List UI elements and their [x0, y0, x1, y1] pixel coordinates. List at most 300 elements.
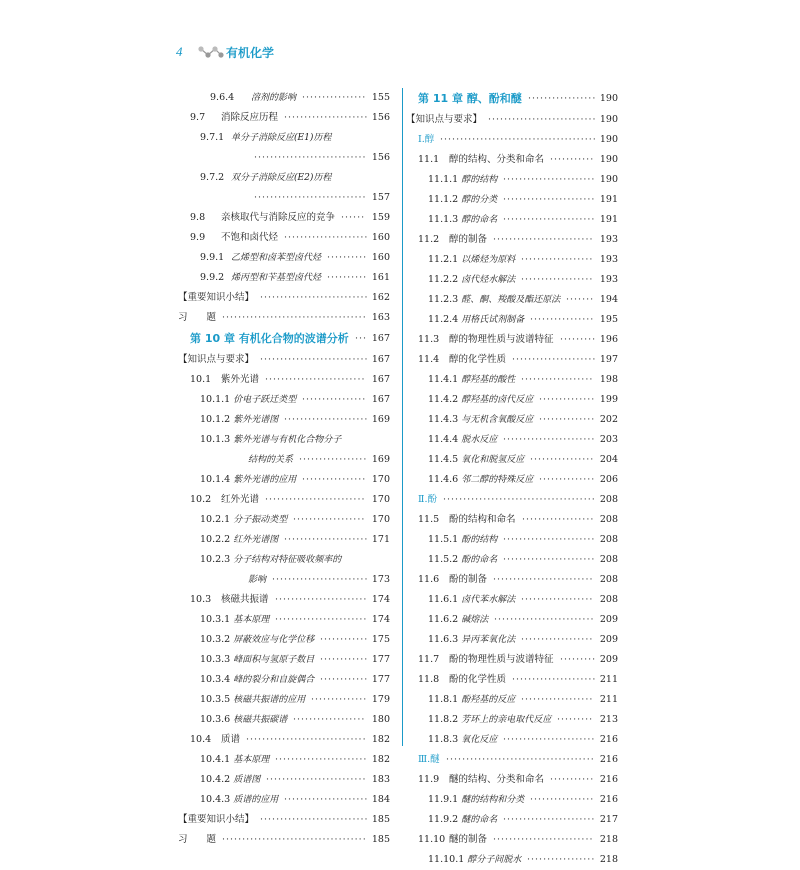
- toc-entry-label: [428, 450, 524, 470]
- toc-entry-row: [418, 710, 618, 730]
- toc-entry-label: [190, 370, 259, 390]
- section-title: 醇羟基的酸性: [461, 375, 516, 385]
- leader-dots: ·······································: [440, 134, 597, 145]
- toc-entry-label: [190, 228, 278, 248]
- leader-dots: ·················: [299, 454, 368, 465]
- section-title: 核磁共振谱的应用: [233, 695, 306, 705]
- toc-entry-label: [418, 150, 544, 170]
- section-title: 红外光谱图: [233, 535, 279, 545]
- toc-entry-label: [200, 710, 287, 730]
- section-title: 醇的分类: [461, 195, 498, 205]
- toc-entry-row: [190, 750, 390, 770]
- toc-entry-row: [190, 208, 390, 228]
- section-title: 单分子消除反应(E1)历程: [231, 133, 332, 143]
- section-number: 11.9.1: [428, 794, 459, 805]
- page-ref: 185: [371, 814, 390, 825]
- toc-entry-row: [190, 168, 390, 188]
- leader-dots: ·························: [265, 374, 366, 385]
- page-ref: 218: [599, 854, 618, 865]
- toc-entry-row: [190, 570, 390, 590]
- section-number: 11.2.1: [428, 254, 459, 265]
- toc-entry-label: [178, 308, 216, 328]
- section-number: 10.2.3: [200, 554, 231, 565]
- toc-entry-row: [178, 810, 390, 830]
- leader-dots: ·······················: [503, 534, 596, 545]
- section-number: 11.4.3: [428, 414, 459, 425]
- toc-entry-label: [428, 530, 497, 550]
- page-ref: 174: [371, 594, 390, 605]
- section-title: 溶剂的影响: [251, 93, 297, 103]
- page-ref: 190: [599, 154, 618, 165]
- toc-entry-label: [428, 290, 560, 310]
- toc-entry-row: [418, 210, 618, 230]
- toc-right-column: [406, 88, 618, 870]
- toc-entry-label: [418, 88, 522, 110]
- leader-dots: ··················: [522, 514, 595, 525]
- section-title: 消除反应历程: [221, 112, 279, 123]
- leader-dots: ·······················: [503, 814, 596, 825]
- toc-entry-label: [200, 268, 321, 288]
- section-title: 分子结构对特征吸收频率的: [233, 555, 342, 565]
- toc-entry-row: [418, 370, 618, 390]
- page-ref: 169: [371, 454, 390, 465]
- toc-entry-label: [418, 330, 554, 350]
- leader-dots: ·························: [493, 234, 594, 245]
- toc-entry-label: [200, 248, 321, 268]
- page-ref: 195: [599, 314, 618, 325]
- toc-entry-label: [428, 410, 533, 430]
- toc-entry-row: [418, 810, 618, 830]
- page-ref: 182: [371, 734, 390, 745]
- page-ref: 167: [371, 333, 390, 344]
- leader-dots: ················: [302, 474, 367, 485]
- leader-dots: ·····················: [284, 794, 369, 805]
- leader-dots: ·····················: [284, 232, 369, 243]
- toc-entry-row: [418, 630, 618, 650]
- toc-entry-label: [200, 610, 269, 630]
- leader-dots: ··················: [521, 374, 594, 385]
- page-ref: 208: [599, 574, 618, 585]
- leader-dots: ·················: [528, 93, 597, 104]
- page-ref: 193: [599, 274, 618, 285]
- page-ref: 208: [599, 514, 618, 525]
- page-ref: 167: [371, 354, 390, 365]
- toc-entry-row: [190, 550, 390, 570]
- leader-dots: ·······················: [503, 194, 596, 205]
- section-title: 异丙苯氧化法: [461, 635, 516, 645]
- page-ref: 203: [599, 434, 618, 445]
- section-title: 醚的制备: [449, 834, 488, 845]
- section-number: 10.2.1: [200, 514, 231, 525]
- section-title: 紫外光谱: [221, 374, 260, 385]
- section-title: 习 题: [178, 312, 217, 323]
- section-title: 用格氏试剂制备: [461, 315, 525, 325]
- section-title: Ⅲ.醚: [418, 754, 440, 765]
- section-title: 峰面积与氢原子数目: [233, 655, 315, 665]
- section-title: 酚的命名: [461, 555, 498, 565]
- section-number: 10.3: [190, 594, 212, 605]
- toc-entry-row: [418, 270, 618, 290]
- leader-dots: ················: [530, 794, 595, 805]
- toc-entry-label: [200, 470, 296, 490]
- section-title: 碱熔法: [461, 615, 489, 625]
- toc-entry-label: [418, 570, 487, 590]
- toc-entry-row: [418, 250, 618, 270]
- page-ref: 180: [371, 714, 390, 725]
- toc-entry-row: [190, 710, 390, 730]
- toc-entry-label: [190, 590, 269, 610]
- section-title: 峰的裂分和自旋偶合: [233, 675, 315, 685]
- leader-dots: ·········: [557, 714, 594, 725]
- toc-entry-label: [200, 690, 305, 710]
- page-ref: 193: [599, 234, 618, 245]
- toc-entry-row: [190, 248, 390, 268]
- page-ref: 177: [371, 674, 390, 685]
- leader-dots: ··············: [539, 474, 596, 485]
- toc-entry-label: [428, 630, 515, 650]
- section-title: 醇的命名: [461, 215, 498, 225]
- section-title: 【知识点与要求】: [178, 354, 255, 365]
- section-number: 11.1.3: [428, 214, 459, 225]
- section-title: 屏蔽效应与化学位移: [233, 635, 315, 645]
- section-title: 分子振动类型: [233, 515, 288, 525]
- leader-dots: ···························: [260, 354, 369, 365]
- section-number: 11.10: [418, 834, 446, 845]
- section-title: 醇羟基的卤代反应: [461, 395, 534, 405]
- leader-dots: ·······················: [503, 554, 596, 565]
- section-title: 烯丙型和苄基型卤代烃: [231, 273, 322, 283]
- section-title: 酚的结构和命名: [449, 514, 516, 525]
- section-number: 9.6.4: [210, 92, 235, 103]
- section-number: 11.6.1: [428, 594, 459, 605]
- page-ref: 209: [599, 634, 618, 645]
- toc-entry-label: [406, 110, 482, 130]
- toc-entry-label: [428, 710, 551, 730]
- leader-dots: ··················: [521, 634, 594, 645]
- page-ref: 191: [599, 214, 618, 225]
- leader-dots: ··········: [327, 272, 368, 283]
- leader-dots: ············: [320, 634, 369, 645]
- section-number: 9.7.2: [200, 172, 225, 183]
- toc-entry-label: [428, 250, 515, 270]
- page-ref: 191: [599, 194, 618, 205]
- toc-entry-row: [190, 630, 390, 650]
- section-number: 11.5: [418, 514, 440, 525]
- leader-dots: ······································: [443, 494, 596, 505]
- toc-entry-row: [418, 450, 618, 470]
- leader-dots: ·····················: [284, 534, 369, 545]
- toc-entry-label: [428, 850, 521, 870]
- leader-dots: ·······: [566, 294, 595, 305]
- toc-entry-row: [418, 790, 618, 810]
- page-ref: 179: [371, 694, 390, 705]
- leader-dots: ·········: [560, 654, 597, 665]
- leader-dots: ·······················: [503, 434, 596, 445]
- leader-dots: ·······················: [275, 754, 368, 765]
- section-number: 11.2: [418, 234, 440, 245]
- toc-entry-label: [418, 230, 487, 250]
- toc-entry-row: [190, 770, 390, 790]
- section-number: 9.7.1: [200, 132, 225, 143]
- leader-dots: ······: [341, 212, 366, 223]
- toc-entry-row: [418, 750, 618, 770]
- section-title: 与无机含氧酸反应: [461, 415, 534, 425]
- page-ref: 182: [371, 754, 390, 765]
- page-ref: 208: [599, 594, 618, 605]
- leader-dots: ··············: [539, 414, 596, 425]
- page-ref: 208: [599, 534, 618, 545]
- section-title: 氧化和脱氢反应: [461, 455, 525, 465]
- toc-entry-label: [428, 810, 497, 830]
- page-ref: 209: [599, 654, 618, 665]
- page-ref: 217: [599, 814, 618, 825]
- toc-entry-row: [190, 730, 390, 750]
- toc-entry-label: [200, 790, 278, 810]
- toc-entry-label: [428, 470, 533, 490]
- toc-entry-label: [200, 750, 269, 770]
- toc-entry-row: [418, 730, 618, 750]
- section-number: 9.9.1: [200, 252, 225, 263]
- section-title: 【重要知识小结】: [178, 292, 255, 303]
- leader-dots: ·························: [493, 834, 594, 845]
- toc-entry-row: [418, 490, 618, 510]
- toc-entry-label: [200, 390, 296, 410]
- toc-entry-label: [200, 670, 314, 690]
- toc-entry-row: [418, 670, 618, 690]
- toc-entry-row: [190, 490, 390, 510]
- section-number: 11.2.4: [428, 314, 459, 325]
- leader-dots: ·······················: [275, 594, 368, 605]
- toc-entry-row: [190, 510, 390, 530]
- page-ref: 174: [371, 614, 390, 625]
- toc-entry-label: [418, 830, 487, 850]
- toc-chapter-row: [190, 328, 390, 350]
- page-ref: 202: [599, 414, 618, 425]
- section-number: 11.8: [418, 674, 440, 685]
- toc-entry-row: [190, 590, 390, 610]
- toc-entry-row: [418, 350, 618, 370]
- section-title: 醇的物理性质与波谱特征: [449, 334, 554, 345]
- page-header: [176, 44, 636, 64]
- leader-dots: ··················: [293, 714, 366, 725]
- section-title: 醇、酚和醚: [466, 92, 522, 105]
- toc-entry-label: [248, 570, 266, 590]
- section-number: 10.3.3: [200, 654, 231, 665]
- section-title: 乙烯型和卤苯型卤代烃: [231, 253, 322, 263]
- toc-entry-label: [418, 750, 440, 770]
- section-title: 醇的制备: [449, 234, 488, 245]
- toc-entry-row: [406, 110, 618, 130]
- section-title: 核磁共振谱: [221, 594, 269, 605]
- toc-chapter-row: [418, 88, 618, 110]
- section-number: 11.6.2: [428, 614, 459, 625]
- page-ref: 216: [599, 734, 618, 745]
- toc-entry-label: [428, 430, 497, 450]
- toc-entry-row: [418, 850, 618, 870]
- toc-entry-row: [418, 190, 618, 210]
- section-title: 氧化反应: [461, 735, 498, 745]
- leader-dots: ··············: [311, 694, 368, 705]
- section-number: 11.7: [418, 654, 440, 665]
- page-ref: 177: [371, 654, 390, 665]
- page-ref: 160: [371, 252, 390, 263]
- toc-entry-row: [190, 88, 390, 108]
- page-ref: 185: [371, 834, 390, 845]
- section-number: 10.4.2: [200, 774, 231, 785]
- toc-entry-label: [418, 650, 554, 670]
- toc-entry-label: [428, 210, 497, 230]
- toc-entry-label: [428, 170, 497, 190]
- page-ref: 155: [371, 92, 390, 103]
- section-number: 11.4.6: [428, 474, 459, 485]
- section-number: 11.4.4: [428, 434, 459, 445]
- leader-dots: ··················: [521, 594, 594, 605]
- section-title: 核磁共振碳谱: [233, 715, 288, 725]
- toc-entry-row: [190, 188, 390, 208]
- leader-dots: ···········: [550, 154, 595, 165]
- page-ref: 156: [371, 112, 390, 123]
- leader-dots: ················: [302, 92, 367, 103]
- leader-dots: ·····················: [512, 354, 597, 365]
- toc-entry-label: [200, 630, 314, 650]
- section-title: 影响: [248, 575, 267, 585]
- section-title: 醇分子间脱水: [467, 855, 522, 865]
- page-ref: 209: [599, 614, 618, 625]
- page-ref: 208: [599, 554, 618, 565]
- page-ref: 190: [599, 114, 618, 125]
- section-title: 酚羟基的反应: [461, 695, 516, 705]
- leader-dots: ·························: [266, 774, 367, 785]
- toc-entry-row: [190, 228, 390, 248]
- section-number: 10.4: [190, 734, 212, 745]
- leader-dots: ··················: [293, 514, 366, 525]
- section-number: 10.3.2: [200, 634, 231, 645]
- section-title: 酚的制备: [449, 574, 488, 585]
- section-number: 9.9: [190, 232, 206, 243]
- toc-entry-label: [248, 450, 293, 470]
- toc-entry-label: [428, 590, 515, 610]
- page-ref: 218: [599, 834, 618, 845]
- page-ref: 196: [599, 334, 618, 345]
- column-divider: [402, 88, 403, 746]
- section-number: 11.5.1: [428, 534, 459, 545]
- leader-dots: ··················: [521, 694, 594, 705]
- toc-entry-label: [428, 790, 524, 810]
- page-ref: 216: [599, 794, 618, 805]
- toc-entry-label: [418, 350, 506, 370]
- toc-entry-row: [178, 350, 390, 370]
- toc-entry-label: [178, 830, 216, 850]
- leader-dots: ·····················: [284, 414, 369, 425]
- toc-entry-label: [190, 328, 349, 350]
- toc-entry-label: [178, 288, 254, 308]
- section-title: 有机化合物的波谱分析: [238, 332, 349, 345]
- section-number: 10.3.6: [200, 714, 231, 725]
- toc-entry-row: [418, 170, 618, 190]
- page-ref: 194: [599, 294, 618, 305]
- toc-entry-label: [200, 410, 278, 430]
- section-number: 11.1: [418, 154, 440, 165]
- toc-entry-row: [190, 410, 390, 430]
- section-number: 10.4.3: [200, 794, 231, 805]
- leader-dots: ····································: [222, 312, 367, 323]
- toc-entry-row: [418, 830, 618, 850]
- section-number: 11.6.3: [428, 634, 459, 645]
- section-title: 紫外光谱的应用: [233, 475, 297, 485]
- section-number: 11.9.2: [428, 814, 459, 825]
- toc-entry-row: [418, 610, 618, 630]
- toc-entry-row: [418, 770, 618, 790]
- book-title: 有机化学: [226, 46, 275, 60]
- section-number: 9.7: [190, 112, 206, 123]
- toc-entry-label: [428, 550, 497, 570]
- leader-dots: ·····················: [512, 674, 597, 685]
- toc-entry-label: [418, 490, 437, 510]
- toc-entry-label: [418, 770, 544, 790]
- section-title: 基本原理: [233, 755, 270, 765]
- section-number: 10.3.4: [200, 674, 231, 685]
- section-number: 11.2.3: [428, 294, 459, 305]
- leader-dots: ·························: [494, 614, 595, 625]
- section-title: 【重要知识小结】: [178, 814, 255, 825]
- leader-dots: ··········: [327, 252, 368, 263]
- section-number: 11.6: [418, 574, 440, 585]
- section-number: 11.3: [418, 334, 440, 345]
- toc-entry-row: [190, 690, 390, 710]
- section-number: 11.8.3: [428, 734, 459, 745]
- section-number: 10.3.5: [200, 694, 231, 705]
- section-title: 酚的化学性质: [449, 674, 507, 685]
- leader-dots: ························: [272, 574, 369, 585]
- page-ref: 170: [371, 514, 390, 525]
- toc-entry-row: [190, 268, 390, 288]
- page-ref: 175: [371, 634, 390, 645]
- toc-entry-row: [418, 430, 618, 450]
- section-title: 醇的结构、分类和命名: [449, 154, 545, 165]
- leader-dots: ·······················: [275, 614, 368, 625]
- toc-entry-row: [418, 130, 618, 150]
- leader-dots: ·······················: [503, 214, 596, 225]
- page-ref: 211: [599, 674, 618, 685]
- section-number: 10.1.4: [200, 474, 231, 485]
- section-number: 9.8: [190, 212, 206, 223]
- toc-entry-row: [190, 530, 390, 550]
- toc-entry-row: [190, 450, 390, 470]
- page-ref: 211: [599, 694, 618, 705]
- toc-entry-row: [418, 230, 618, 250]
- section-number: 11.9: [418, 774, 440, 785]
- page-ref: 213: [599, 714, 618, 725]
- page-ref: 198: [599, 374, 618, 385]
- section-title: 双分子消除反应(E2)历程: [231, 173, 332, 183]
- leader-dots: ············: [320, 674, 369, 685]
- leader-dots: ···········: [550, 774, 595, 785]
- toc-entry-label: [200, 770, 260, 790]
- page-ref: 170: [371, 474, 390, 485]
- section-number: 11.8.1: [428, 694, 459, 705]
- page-ref: 216: [599, 774, 618, 785]
- page-ref: 162: [371, 292, 390, 303]
- toc-entry-label: [190, 208, 335, 228]
- page-ref: 156: [371, 152, 390, 163]
- section-number: 11.10.1: [428, 854, 465, 865]
- section-number: 11.4: [418, 354, 440, 365]
- leader-dots: ···························: [488, 114, 597, 125]
- toc-entry-label: [428, 390, 533, 410]
- section-number: 10.1: [190, 374, 212, 385]
- toc-entry-label: [428, 690, 515, 710]
- section-title: 醇的化学性质: [449, 354, 507, 365]
